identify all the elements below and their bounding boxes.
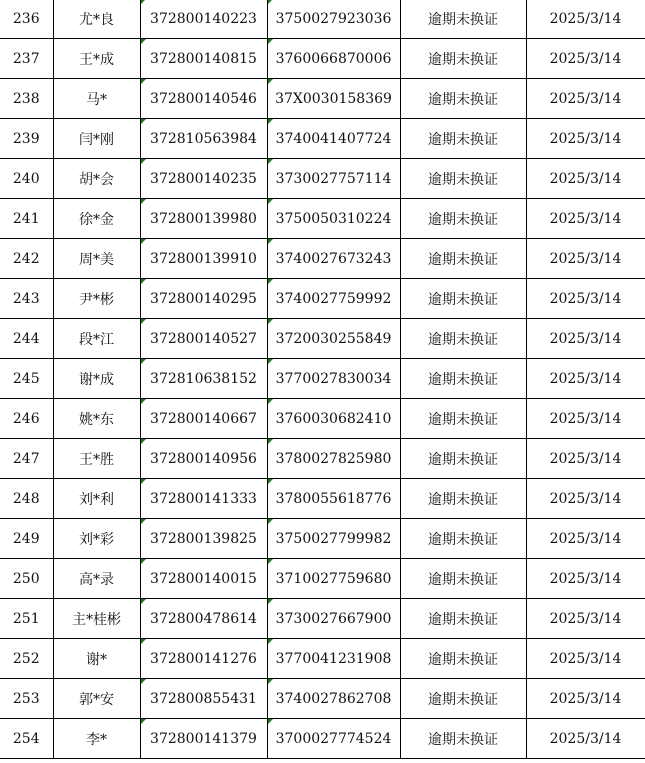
name-text: 周*美	[79, 251, 114, 268]
status-text: 逾期未换证	[428, 211, 498, 228]
status-text: 逾期未换证	[428, 331, 498, 348]
license-no-text: 3770027830034	[275, 370, 392, 387]
date-cell[interactable]	[526, 239, 645, 279]
status-text: 逾期未换证	[428, 251, 498, 268]
unit-code-cell[interactable]	[140, 479, 267, 519]
unit-code-text: 372810638152	[150, 370, 257, 387]
unit-code-text: 372800140223	[150, 10, 257, 27]
unit-code-cell[interactable]	[140, 519, 267, 559]
date-text: 2025/3/14	[549, 530, 622, 547]
license-no-text: 3770041231908	[275, 650, 392, 667]
unit-code-cell[interactable]	[140, 679, 267, 719]
table-row[interactable]	[0, 599, 645, 639]
name-cell[interactable]	[53, 519, 140, 559]
row-index-text: 252	[12, 650, 40, 667]
name-cell[interactable]	[53, 479, 140, 519]
license-no-text: 3700027774524	[275, 730, 392, 747]
status-text: 逾期未换证	[428, 291, 498, 308]
table-row[interactable]	[0, 239, 645, 279]
name-cell[interactable]	[53, 159, 140, 199]
status-text: 逾期未换证	[428, 531, 498, 548]
date-cell[interactable]	[526, 79, 645, 119]
license-no-text: 3730027667900	[275, 610, 392, 627]
date-text: 2025/3/14	[549, 290, 622, 307]
name-text: 姚*东	[79, 411, 114, 428]
date-text: 2025/3/14	[549, 250, 622, 267]
table-row[interactable]	[0, 0, 645, 39]
name-cell[interactable]	[53, 199, 140, 239]
table-row[interactable]	[0, 159, 645, 199]
table-row[interactable]	[0, 279, 645, 319]
row-index-text: 240	[12, 170, 40, 187]
license-no-text: 3750050310224	[275, 210, 392, 227]
date-cell[interactable]	[526, 719, 645, 759]
unit-code-text: 372800140546	[150, 90, 257, 107]
date-cell[interactable]	[526, 519, 645, 559]
name-cell[interactable]	[53, 319, 140, 359]
name-text: 刘*彩	[79, 531, 114, 548]
table-row[interactable]	[0, 439, 645, 479]
date-cell[interactable]	[526, 559, 645, 599]
table-row[interactable]	[0, 199, 645, 239]
name-text: 郭*安	[79, 691, 114, 708]
row-index-cell[interactable]	[0, 239, 53, 279]
status-cell[interactable]	[400, 559, 526, 599]
date-cell[interactable]	[526, 639, 645, 679]
name-cell[interactable]	[53, 39, 140, 79]
row-index-cell[interactable]	[0, 519, 53, 559]
date-cell[interactable]	[526, 119, 645, 159]
license-no-cell[interactable]	[267, 599, 400, 639]
name-cell[interactable]	[53, 359, 140, 399]
license-no-text: 3760066870006	[275, 50, 392, 67]
name-text: 高*录	[79, 571, 114, 588]
date-cell[interactable]	[526, 0, 645, 39]
license-no-cell[interactable]	[267, 39, 400, 79]
table-row[interactable]	[0, 479, 645, 519]
name-cell[interactable]	[53, 679, 140, 719]
table-row[interactable]	[0, 119, 645, 159]
date-text: 2025/3/14	[549, 50, 622, 67]
license-no-cell[interactable]	[267, 319, 400, 359]
name-text: 王*胜	[79, 451, 114, 468]
row-index-cell[interactable]	[0, 399, 53, 439]
row-index-text: 241	[12, 210, 40, 227]
unit-code-cell[interactable]	[140, 39, 267, 79]
name-text: 主*桂彬	[72, 611, 121, 628]
status-text: 逾期未换证	[428, 171, 498, 188]
license-no-cell[interactable]	[267, 359, 400, 399]
date-text: 2025/3/14	[549, 170, 622, 187]
table-row[interactable]	[0, 319, 645, 359]
unit-code-cell[interactable]	[140, 599, 267, 639]
row-index-cell[interactable]	[0, 559, 53, 599]
date-cell[interactable]	[526, 399, 645, 439]
license-no-cell[interactable]	[267, 79, 400, 119]
table-row[interactable]	[0, 719, 645, 759]
license-no-text: 3740027673243	[275, 250, 392, 267]
license-no-text: 3780027825980	[275, 450, 392, 467]
status-cell[interactable]	[400, 399, 526, 439]
table-row[interactable]	[0, 519, 645, 559]
name-text: 胡*会	[79, 171, 114, 188]
name-cell[interactable]	[53, 599, 140, 639]
status-text: 逾期未换证	[428, 731, 498, 748]
status-cell[interactable]	[400, 119, 526, 159]
status-cell[interactable]	[400, 279, 526, 319]
row-index-cell[interactable]	[0, 279, 53, 319]
table-row[interactable]	[0, 559, 645, 599]
status-cell[interactable]	[400, 719, 526, 759]
status-text: 逾期未换证	[428, 571, 498, 588]
row-index-text: 236	[12, 10, 40, 27]
name-cell[interactable]	[53, 0, 140, 39]
status-text: 逾期未换证	[428, 371, 498, 388]
unit-code-cell[interactable]	[140, 119, 267, 159]
status-cell[interactable]	[400, 479, 526, 519]
unit-code-text: 372800139980	[150, 210, 257, 227]
date-text: 2025/3/14	[549, 210, 622, 227]
name-text: 徐*金	[79, 211, 114, 228]
row-index-text: 250	[12, 570, 40, 587]
date-text: 2025/3/14	[549, 370, 622, 387]
status-text: 逾期未换证	[428, 611, 498, 628]
unit-code-text: 372800141276	[150, 650, 257, 667]
date-cell[interactable]	[526, 479, 645, 519]
unit-code-cell[interactable]	[140, 239, 267, 279]
status-cell[interactable]	[400, 79, 526, 119]
date-text: 2025/3/14	[549, 570, 622, 587]
license-no-text: 37X0030158369	[275, 90, 392, 107]
unit-code-text: 372800140527	[150, 330, 257, 347]
status-cell[interactable]	[400, 519, 526, 559]
status-text: 逾期未换证	[428, 91, 498, 108]
name-text: 谢*成	[79, 371, 114, 388]
unit-code-text: 372800139825	[150, 530, 257, 547]
unit-code-cell[interactable]	[140, 399, 267, 439]
unit-code-cell[interactable]	[140, 279, 267, 319]
row-index-text: 237	[12, 50, 40, 67]
unit-code-text: 372800140295	[150, 290, 257, 307]
date-cell[interactable]	[526, 359, 645, 399]
name-text: 马*	[86, 91, 107, 108]
name-cell[interactable]	[53, 719, 140, 759]
status-text: 逾期未换证	[428, 411, 498, 428]
name-cell[interactable]	[53, 639, 140, 679]
name-cell[interactable]	[53, 559, 140, 599]
unit-code-text: 372810563984	[150, 130, 257, 147]
unit-code-text: 372800140667	[150, 410, 257, 427]
row-index-cell[interactable]	[0, 159, 53, 199]
row-index-text: 254	[12, 730, 40, 747]
table-row[interactable]	[0, 639, 645, 679]
name-cell[interactable]	[53, 279, 140, 319]
name-cell[interactable]	[53, 119, 140, 159]
license-no-cell[interactable]	[267, 239, 400, 279]
row-index-cell[interactable]	[0, 439, 53, 479]
unit-code-cell[interactable]	[140, 159, 267, 199]
row-index-cell[interactable]	[0, 39, 53, 79]
unit-code-text: 372800855431	[150, 690, 257, 707]
license-no-cell[interactable]	[267, 519, 400, 559]
date-cell[interactable]	[526, 39, 645, 79]
license-no-cell[interactable]	[267, 559, 400, 599]
unit-code-cell[interactable]	[140, 199, 267, 239]
unit-code-text: 372800139910	[150, 250, 257, 267]
unit-code-text: 372800141379	[150, 730, 257, 747]
unit-code-text: 372800140815	[150, 50, 257, 67]
license-no-text: 3710027759680	[275, 570, 392, 587]
name-text: 尹*彬	[79, 291, 114, 308]
status-cell[interactable]	[400, 359, 526, 399]
row-index-cell[interactable]	[0, 639, 53, 679]
status-text: 逾期未换证	[428, 131, 498, 148]
license-no-cell[interactable]	[267, 199, 400, 239]
status-text: 逾期未换证	[428, 51, 498, 68]
license-no-text: 3750027923036	[275, 10, 392, 27]
row-index-text: 244	[12, 330, 40, 347]
unit-code-cell[interactable]	[140, 319, 267, 359]
row-index-cell[interactable]	[0, 359, 53, 399]
name-text: 段*江	[79, 331, 114, 348]
status-cell[interactable]	[400, 239, 526, 279]
date-cell[interactable]	[526, 599, 645, 639]
license-no-text: 3740027759992	[275, 290, 392, 307]
license-no-cell[interactable]	[267, 679, 400, 719]
status-text: 逾期未换证	[428, 11, 498, 28]
name-cell[interactable]	[53, 79, 140, 119]
unit-code-cell[interactable]	[140, 439, 267, 479]
table-row[interactable]	[0, 679, 645, 719]
unit-code-text: 372800140235	[150, 170, 257, 187]
license-no-cell[interactable]	[267, 159, 400, 199]
row-index-text: 246	[12, 410, 40, 427]
name-text: 闫*刚	[79, 131, 114, 148]
unit-code-cell[interactable]	[140, 359, 267, 399]
unit-code-text: 372800140015	[150, 570, 257, 587]
row-index-cell[interactable]	[0, 319, 53, 359]
status-cell[interactable]	[400, 679, 526, 719]
date-text: 2025/3/14	[549, 410, 622, 427]
license-no-text: 3720030255849	[275, 330, 392, 347]
license-no-text: 3780055618776	[275, 490, 392, 507]
date-cell[interactable]	[526, 319, 645, 359]
row-index-cell[interactable]	[0, 599, 53, 639]
name-cell[interactable]	[53, 439, 140, 479]
date-cell[interactable]	[526, 159, 645, 199]
row-index-cell[interactable]	[0, 719, 53, 759]
row-index-text: 239	[12, 130, 40, 147]
date-text: 2025/3/14	[549, 130, 622, 147]
unit-code-text: 372800141333	[150, 490, 257, 507]
status-cell[interactable]	[400, 599, 526, 639]
name-text: 王*成	[79, 51, 114, 68]
row-index-text: 242	[12, 250, 40, 267]
status-cell[interactable]	[400, 319, 526, 359]
row-index-text: 249	[12, 530, 40, 547]
date-cell[interactable]	[526, 279, 645, 319]
status-cell[interactable]	[400, 439, 526, 479]
date-text: 2025/3/14	[549, 330, 622, 347]
status-text: 逾期未换证	[428, 691, 498, 708]
status-text: 逾期未换证	[428, 491, 498, 508]
status-cell[interactable]	[400, 39, 526, 79]
row-index-cell[interactable]	[0, 479, 53, 519]
date-text: 2025/3/14	[549, 730, 622, 747]
unit-code-cell[interactable]	[140, 719, 267, 759]
date-cell[interactable]	[526, 679, 645, 719]
license-no-text: 3740041407724	[275, 130, 392, 147]
license-no-cell[interactable]	[267, 719, 400, 759]
license-no-cell[interactable]	[267, 639, 400, 679]
unit-code-cell[interactable]	[140, 0, 267, 39]
name-text: 李*	[86, 731, 107, 748]
date-cell[interactable]	[526, 439, 645, 479]
unit-code-text: 372800478614	[150, 610, 257, 627]
row-index-text: 251	[12, 610, 40, 627]
date-text: 2025/3/14	[549, 10, 622, 27]
unit-code-cell[interactable]	[140, 639, 267, 679]
license-no-text: 3740027862708	[275, 690, 392, 707]
license-no-cell[interactable]	[267, 119, 400, 159]
table-row[interactable]	[0, 359, 645, 399]
unit-code-cell[interactable]	[140, 559, 267, 599]
row-index-cell[interactable]	[0, 79, 53, 119]
status-cell[interactable]	[400, 159, 526, 199]
row-index-cell[interactable]	[0, 119, 53, 159]
license-no-text: 3750027799982	[275, 530, 392, 547]
date-text: 2025/3/14	[549, 490, 622, 507]
license-no-cell[interactable]	[267, 439, 400, 479]
date-text: 2025/3/14	[549, 650, 622, 667]
status-text: 逾期未换证	[428, 651, 498, 668]
row-index-text: 243	[12, 290, 40, 307]
status-text: 逾期未换证	[428, 451, 498, 468]
table-row[interactable]	[0, 39, 645, 79]
status-cell[interactable]	[400, 199, 526, 239]
license-no-cell[interactable]	[267, 279, 400, 319]
name-text: 刘*利	[79, 491, 114, 508]
row-index-text: 248	[12, 490, 40, 507]
row-index-text: 245	[12, 370, 40, 387]
license-no-cell[interactable]	[267, 479, 400, 519]
row-index-text: 247	[12, 450, 40, 467]
license-no-cell[interactable]	[267, 0, 400, 39]
row-index-text: 253	[12, 690, 40, 707]
unit-code-cell[interactable]	[140, 79, 267, 119]
unit-code-text: 372800140956	[150, 450, 257, 467]
name-text: 尤*良	[79, 11, 114, 28]
license-no-cell[interactable]	[267, 399, 400, 439]
date-text: 2025/3/14	[549, 90, 622, 107]
table-row[interactable]	[0, 399, 645, 439]
row-index-cell[interactable]	[0, 199, 53, 239]
date-text: 2025/3/14	[549, 690, 622, 707]
row-index-text: 238	[12, 90, 40, 107]
table-row[interactable]	[0, 79, 645, 119]
license-no-text: 3730027757114	[275, 170, 392, 187]
row-index-cell[interactable]	[0, 679, 53, 719]
name-cell[interactable]	[53, 239, 140, 279]
date-text: 2025/3/14	[549, 450, 622, 467]
name-cell[interactable]	[53, 399, 140, 439]
license-no-text: 3760030682410	[275, 410, 392, 427]
date-text: 2025/3/14	[549, 610, 622, 627]
status-cell[interactable]	[400, 639, 526, 679]
row-index-cell[interactable]	[0, 0, 53, 39]
status-cell[interactable]	[400, 0, 526, 39]
name-text: 谢*	[86, 651, 107, 668]
date-cell[interactable]	[526, 199, 645, 239]
